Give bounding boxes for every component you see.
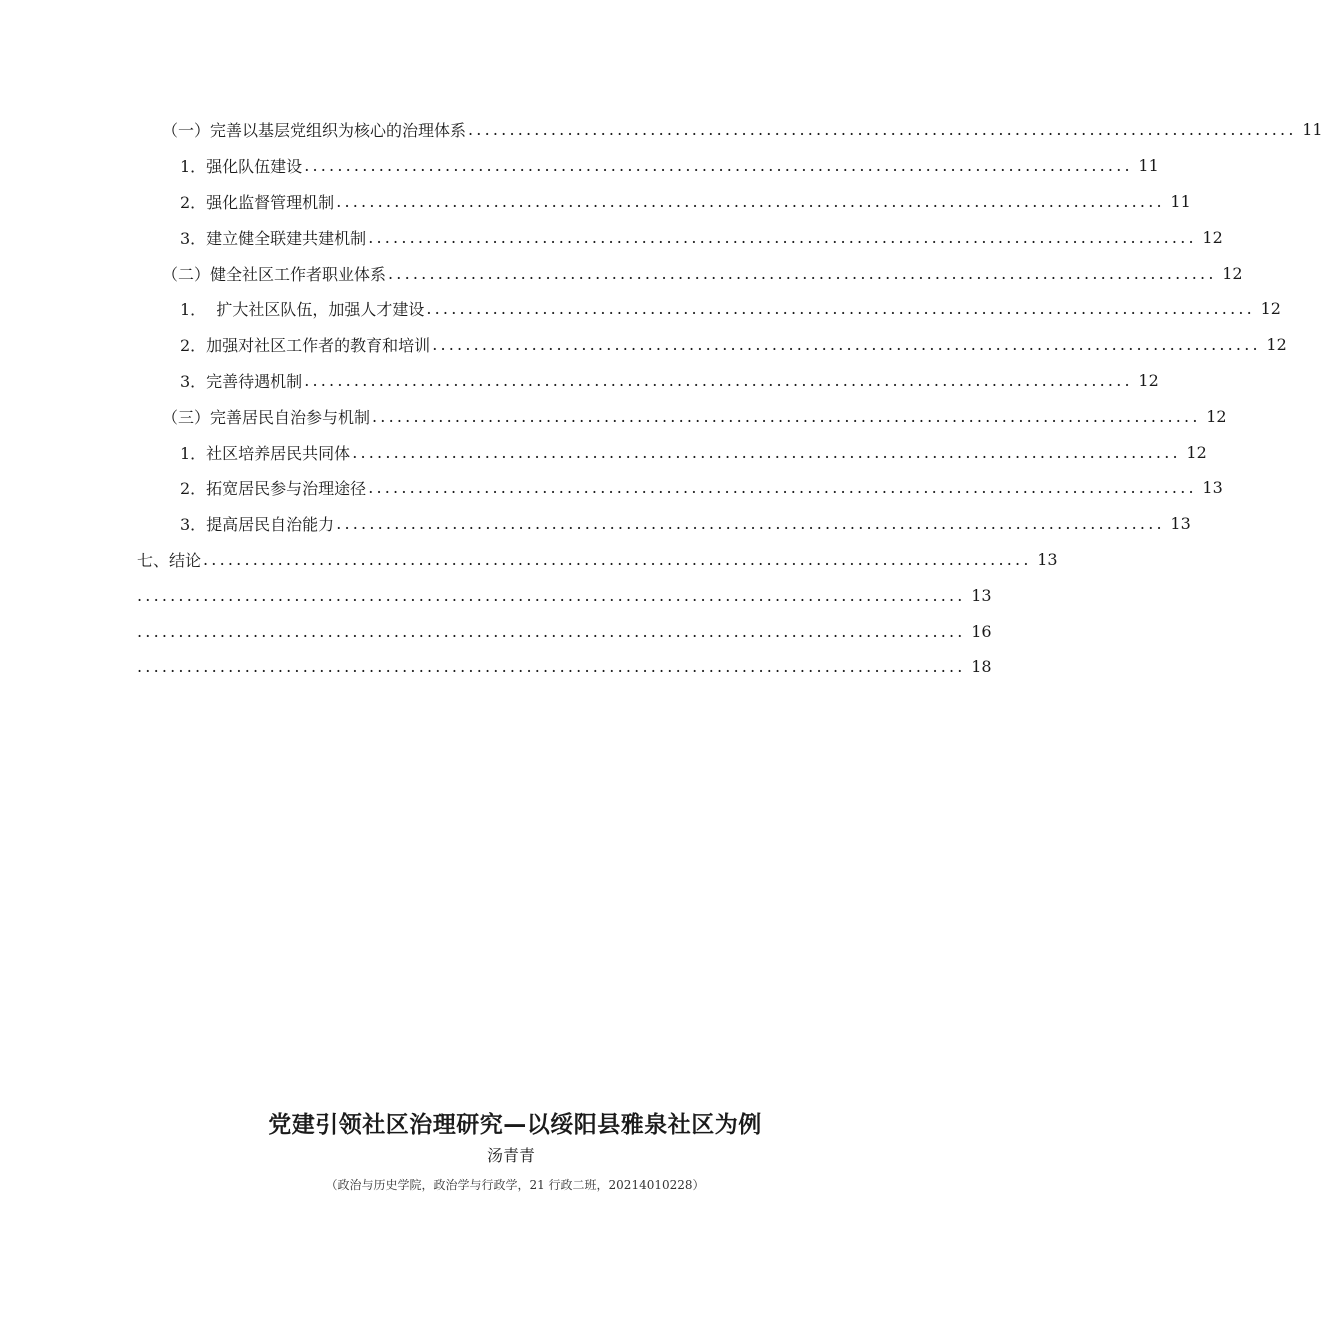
toc-entry[interactable]	[180, 219, 1223, 255]
toc-entry-page: 12	[1222, 263, 1243, 283]
paper-author: 汤青青	[486, 1146, 535, 1165]
toc-entry-text: （二）健全社区工作者职业体系	[162, 264, 387, 284]
toc-entry[interactable]	[162, 112, 1323, 148]
toc-entry[interactable]	[180, 291, 1281, 327]
toc-leader-dots: ....................................................................................................	[137, 585, 966, 605]
toc-entry[interactable]	[162, 398, 1227, 434]
toc-leader-dots: ....................................................................................................	[304, 156, 1133, 176]
toc-entry-text: 2．拓宽居民参与治理途径	[180, 479, 367, 499]
toc-entry[interactable]	[180, 434, 1207, 470]
toc-entry[interactable]	[162, 255, 1243, 291]
paper-title: 党建引领社区治理研究—以绥阳县雅泉社区为例	[268, 1112, 762, 1138]
toc-leader-dots: ....................................................................................................	[368, 478, 1197, 498]
toc-entry-page: 12	[1266, 335, 1287, 355]
toc-leader-dots: ....................................................................................................	[137, 657, 966, 677]
toc-entry-text: 2．加强对社区工作者的教育和培训	[180, 336, 431, 356]
toc-entry-page: 11	[1138, 156, 1159, 176]
toc-entry[interactable]	[137, 542, 1058, 578]
toc-leader-dots: ....................................................................................................	[468, 120, 1297, 140]
toc-entry-untitled[interactable]	[137, 613, 992, 649]
toc-entry-text: 七、结论	[137, 550, 202, 570]
toc-entry[interactable]	[180, 470, 1223, 506]
toc-entry-page: 13	[1170, 514, 1191, 534]
toc-leader-dots: ....................................................................................................	[368, 227, 1197, 247]
table-of-contents	[0, 112, 1323, 685]
toc-entry-page: 12	[1138, 370, 1159, 390]
toc-leader-dots: ....................................................................................................	[426, 299, 1255, 319]
toc-entry-text: （一）完善以基层党组织为核心的治理体系	[162, 121, 467, 141]
toc-entry[interactable]	[180, 148, 1159, 184]
toc-leader-dots: ....................................................................................................	[388, 263, 1217, 283]
toc-leader-dots: ....................................................................................................	[372, 406, 1201, 426]
toc-leader-dots: ....................................................................................................	[203, 549, 1032, 569]
toc-entry-untitled[interactable]	[137, 649, 992, 685]
toc-leader-dots: ....................................................................................................	[336, 191, 1165, 211]
toc-leader-dots: ....................................................................................................	[137, 621, 966, 641]
toc-entry-text: 2．强化监督管理机制	[180, 192, 335, 212]
toc-entry-page: 16	[971, 621, 992, 641]
toc-entry-text: 3．建立健全联建共建机制	[180, 228, 367, 248]
toc-leader-dots: ....................................................................................................	[352, 442, 1181, 462]
paper-affiliation: （政治与历史学院，政治学与行政学，21 行政二班，20214010228）	[325, 1178, 705, 1192]
toc-entry-page: 13	[1202, 478, 1223, 498]
toc-entry[interactable]	[180, 184, 1191, 220]
toc-entry[interactable]	[180, 327, 1287, 363]
toc-entry-page: 18	[971, 657, 992, 677]
toc-entry-page: 12	[1202, 227, 1223, 247]
toc-entry-untitled[interactable]	[137, 577, 992, 613]
toc-entry-page: 11	[1302, 120, 1323, 140]
toc-entry-text: 1． 扩大社区队伍，加强人才建设	[180, 300, 425, 320]
toc-entry-text: （三）完善居民自治参与机制	[162, 407, 371, 427]
toc-entry-page: 13	[1037, 549, 1058, 569]
toc-entry[interactable]	[180, 363, 1159, 399]
toc-leader-dots: ....................................................................................................	[304, 370, 1133, 390]
toc-entry-text: 3．完善待遇机制	[180, 371, 303, 391]
toc-entry-page: 12	[1260, 299, 1281, 319]
toc-entry-page: 13	[971, 585, 992, 605]
toc-entry-page: 12	[1186, 442, 1207, 462]
toc-entry-text: 3．提高居民自治能力	[180, 515, 335, 535]
toc-entry-text: 1．强化队伍建设	[180, 157, 303, 177]
toc-entry-text: 1．社区培养居民共同体	[180, 443, 351, 463]
toc-leader-dots: ....................................................................................................	[432, 335, 1261, 355]
toc-entry-page: 12	[1206, 406, 1227, 426]
toc-leader-dots: ....................................................................................................	[336, 514, 1165, 534]
toc-entry[interactable]	[180, 506, 1191, 542]
toc-entry-page: 11	[1170, 191, 1191, 211]
